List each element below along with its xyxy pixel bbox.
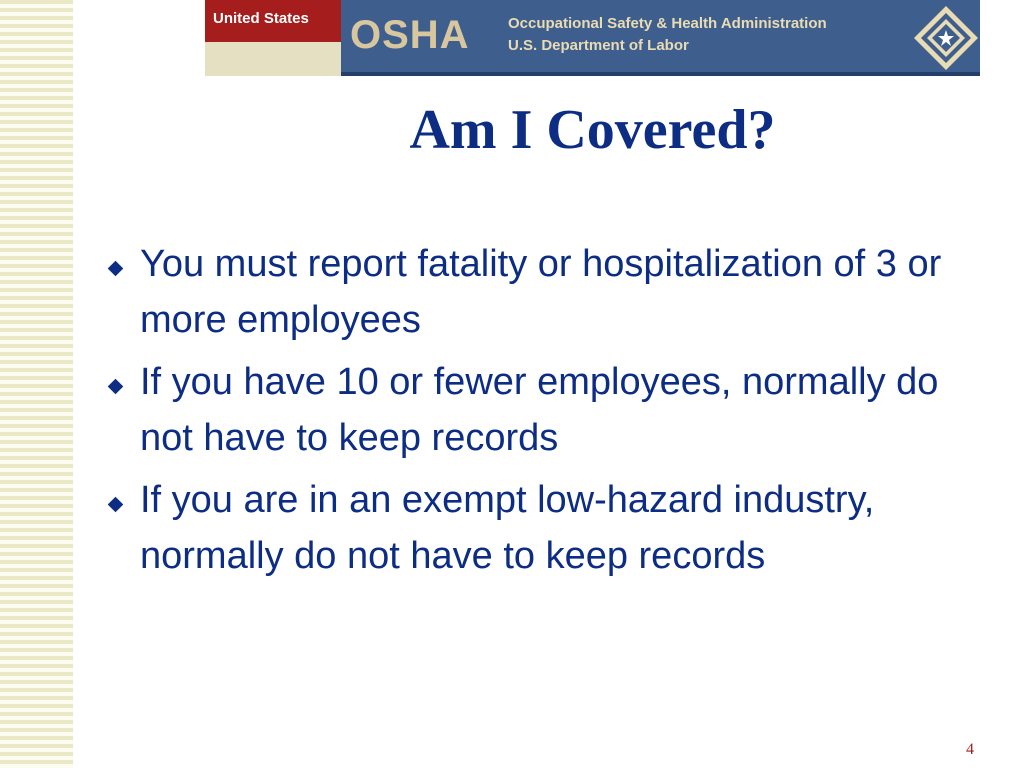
bullet-text: If you are in an exempt low-hazard industry, normally do not have to keep records bbox=[140, 479, 875, 577]
diamond-bullet-icon bbox=[108, 497, 124, 513]
bullet-text: You must report fatality or hospitalization of 3 or more employees bbox=[140, 243, 942, 341]
united-states-block bbox=[205, 0, 341, 76]
diamond-bullet-icon bbox=[108, 261, 124, 277]
slide-title: Am I Covered? bbox=[409, 99, 776, 161]
dol-diamond-star-icon bbox=[913, 5, 979, 71]
bullet-item bbox=[103, 236, 983, 348]
united-states-label: United States bbox=[213, 10, 309, 27]
osha-header-banner bbox=[205, 0, 980, 76]
bullet-text: If you have 10 or fewer employees, normally do not have to keep records bbox=[140, 361, 939, 459]
united-states-red-band bbox=[205, 0, 341, 42]
banner-bottom-line bbox=[341, 72, 980, 76]
diamond-bullet-icon bbox=[108, 379, 124, 395]
bullet-item bbox=[103, 472, 983, 584]
united-states-tan-band bbox=[205, 42, 341, 76]
bullet-list bbox=[103, 236, 983, 590]
osha-wordmark: OSHA bbox=[350, 13, 470, 57]
agency-name: Occupational Safety & Health Administration bbox=[508, 15, 827, 32]
department-name: U.S. Department of Labor bbox=[508, 37, 689, 54]
bullet-item bbox=[103, 354, 983, 466]
decorative-side-stripes bbox=[0, 0, 73, 768]
page-number: 4 bbox=[966, 741, 974, 758]
